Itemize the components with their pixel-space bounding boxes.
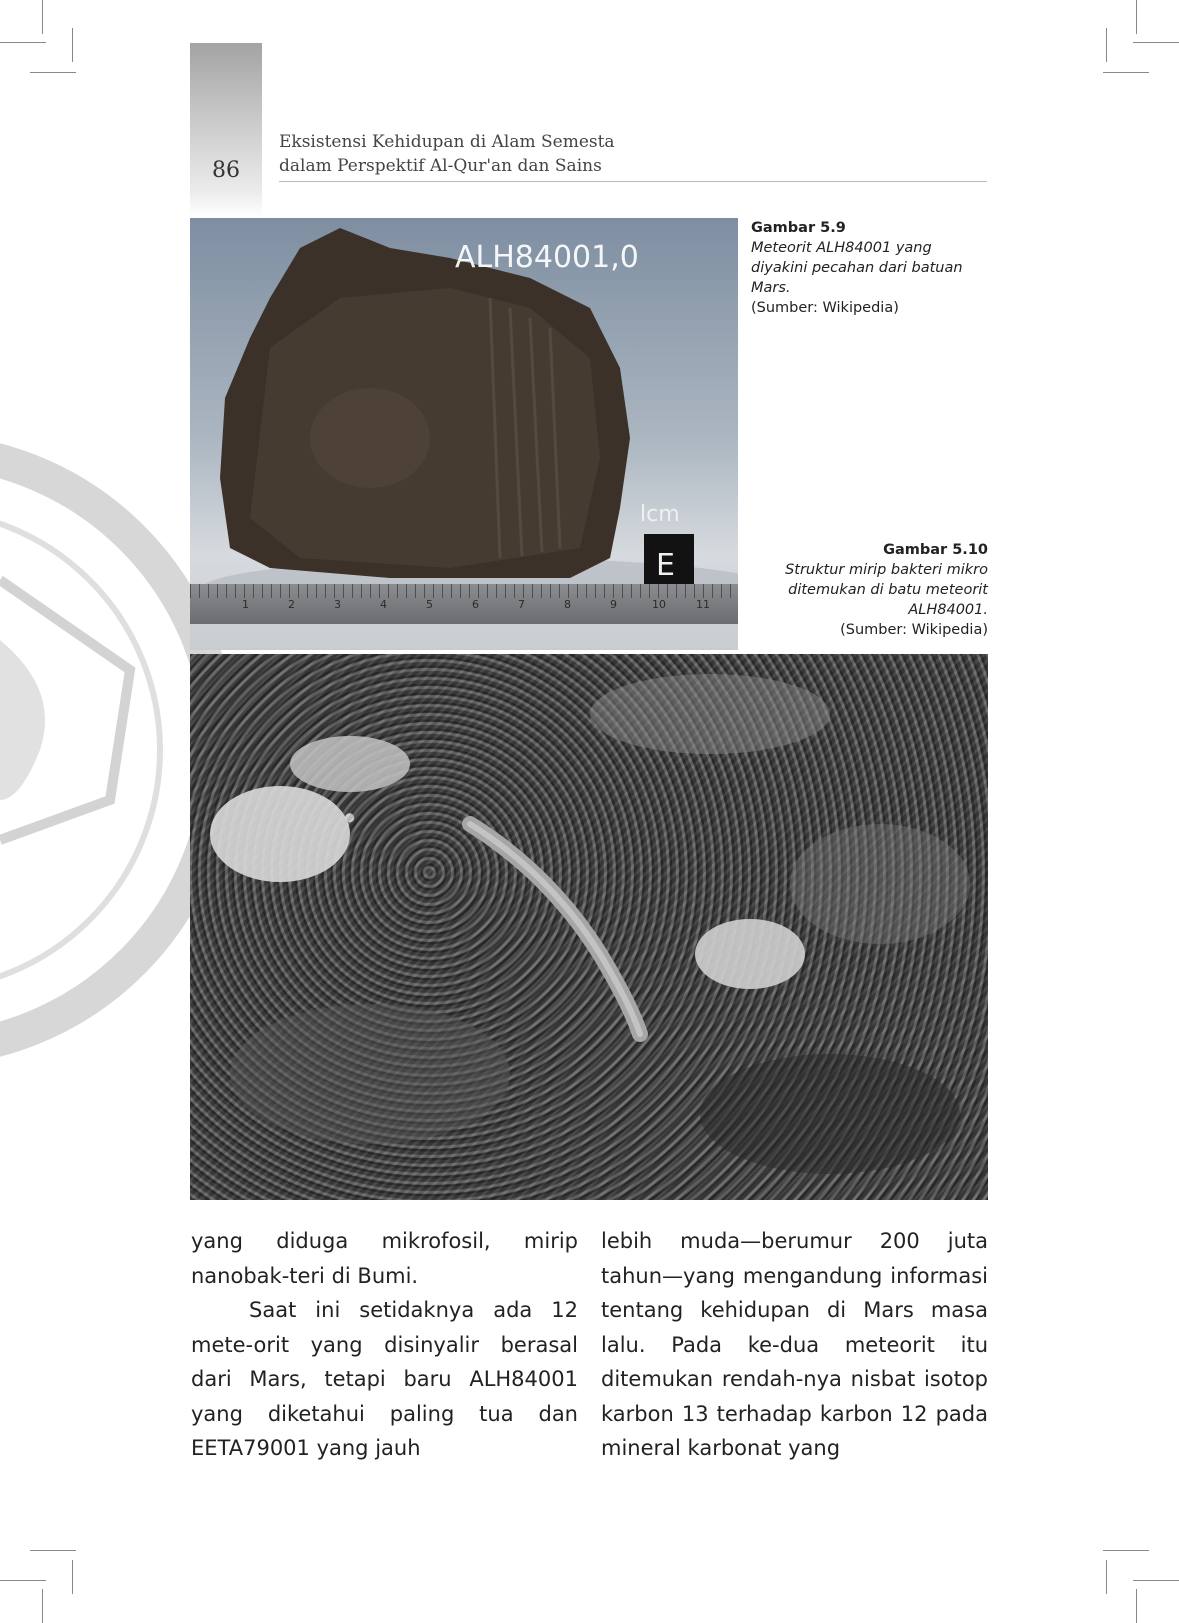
- body-paragraph: lebih muda—berumur 200 juta tahun—yang mengandung informasi tentang kehidupan di Mars masa lalu. Pada ke-dua meteorit itu ditemukan rendah-nya nisbat isotop karbon 13 terhadap karbon 12 pada mineral karbonat yang: [601, 1229, 988, 1460]
- meteorite-photo: [190, 218, 738, 650]
- figure-caption-5-9: [751, 218, 991, 318]
- crop-mark: [1136, 0, 1137, 34]
- page-tab: [190, 43, 262, 217]
- crop-mark: [0, 1580, 46, 1581]
- crop-mark: [1133, 1580, 1179, 1581]
- caption-source: (Sumber: Wikipedia): [751, 300, 899, 316]
- crop-mark: [1136, 1589, 1137, 1623]
- crop-mark: [42, 1589, 43, 1623]
- crop-mark: [0, 42, 46, 43]
- running-head-line: dalam Perspektif Al-Qur'an dan Sains: [279, 156, 602, 176]
- cube-label: lcm: [640, 502, 680, 527]
- crop-mark: [1103, 72, 1149, 73]
- crop-mark: [1103, 1550, 1149, 1551]
- running-head: [279, 130, 979, 178]
- cube-label: E: [656, 548, 675, 583]
- caption-title: Gambar 5.9: [751, 220, 846, 236]
- crop-mark: [1106, 1560, 1107, 1594]
- header-rule: [279, 181, 987, 182]
- ruler-number: 11: [696, 598, 710, 611]
- crop-mark: [30, 72, 76, 73]
- microfossil-photo: [190, 654, 988, 1200]
- figure-caption-5-10: [740, 540, 988, 640]
- ruler-number: 5: [426, 598, 433, 611]
- body-paragraph: yang diduga mikrofosil, mirip nanobak-teri di Bumi.: [191, 1229, 578, 1288]
- specimen-label: ALH84001,0: [455, 240, 639, 275]
- body-paragraph: Saat ini setidaknya ada 12 mete-orit yang disinyalir berasal dari Mars, tetapi baru ALH84001 yang diketahui paling tua dan EETA79001 yang jauh: [191, 1298, 578, 1460]
- ruler-number: 8: [564, 598, 571, 611]
- crop-mark: [42, 0, 43, 34]
- crop-mark: [1106, 28, 1107, 62]
- ruler-number: 9: [610, 598, 617, 611]
- caption-body: Struktur mirip bakteri mikro ditemukan di batu meteorit ALH84001.: [785, 562, 988, 618]
- body-column-left: [191, 1224, 578, 1466]
- ruler-number: 4: [380, 598, 387, 611]
- crop-mark: [1133, 42, 1179, 43]
- ruler: [190, 584, 738, 624]
- ruler-number: 2: [288, 598, 295, 611]
- caption-body: Meteorit ALH84001 yang diyakini pecahan dari batuan Mars.: [751, 240, 963, 296]
- microfossil-structures: [190, 654, 988, 1200]
- ruler-number: 1: [242, 598, 249, 611]
- caption-source: (Sumber: Wikipedia): [840, 622, 988, 638]
- caption-title: Gambar 5.10: [883, 542, 988, 558]
- running-head-line: Eksistensi Kehidupan di Alam Semesta: [279, 132, 615, 152]
- crop-mark: [72, 28, 73, 62]
- crop-mark: [72, 1560, 73, 1594]
- ruler-ticks: [190, 584, 738, 598]
- ruler-number: 10: [652, 598, 666, 611]
- body-column-right: [601, 1224, 988, 1466]
- ruler-number: 3: [334, 598, 341, 611]
- ruler-number: 7: [518, 598, 525, 611]
- crop-mark: [30, 1550, 76, 1551]
- ruler-number: 6: [472, 598, 479, 611]
- page-number: 86: [212, 158, 240, 183]
